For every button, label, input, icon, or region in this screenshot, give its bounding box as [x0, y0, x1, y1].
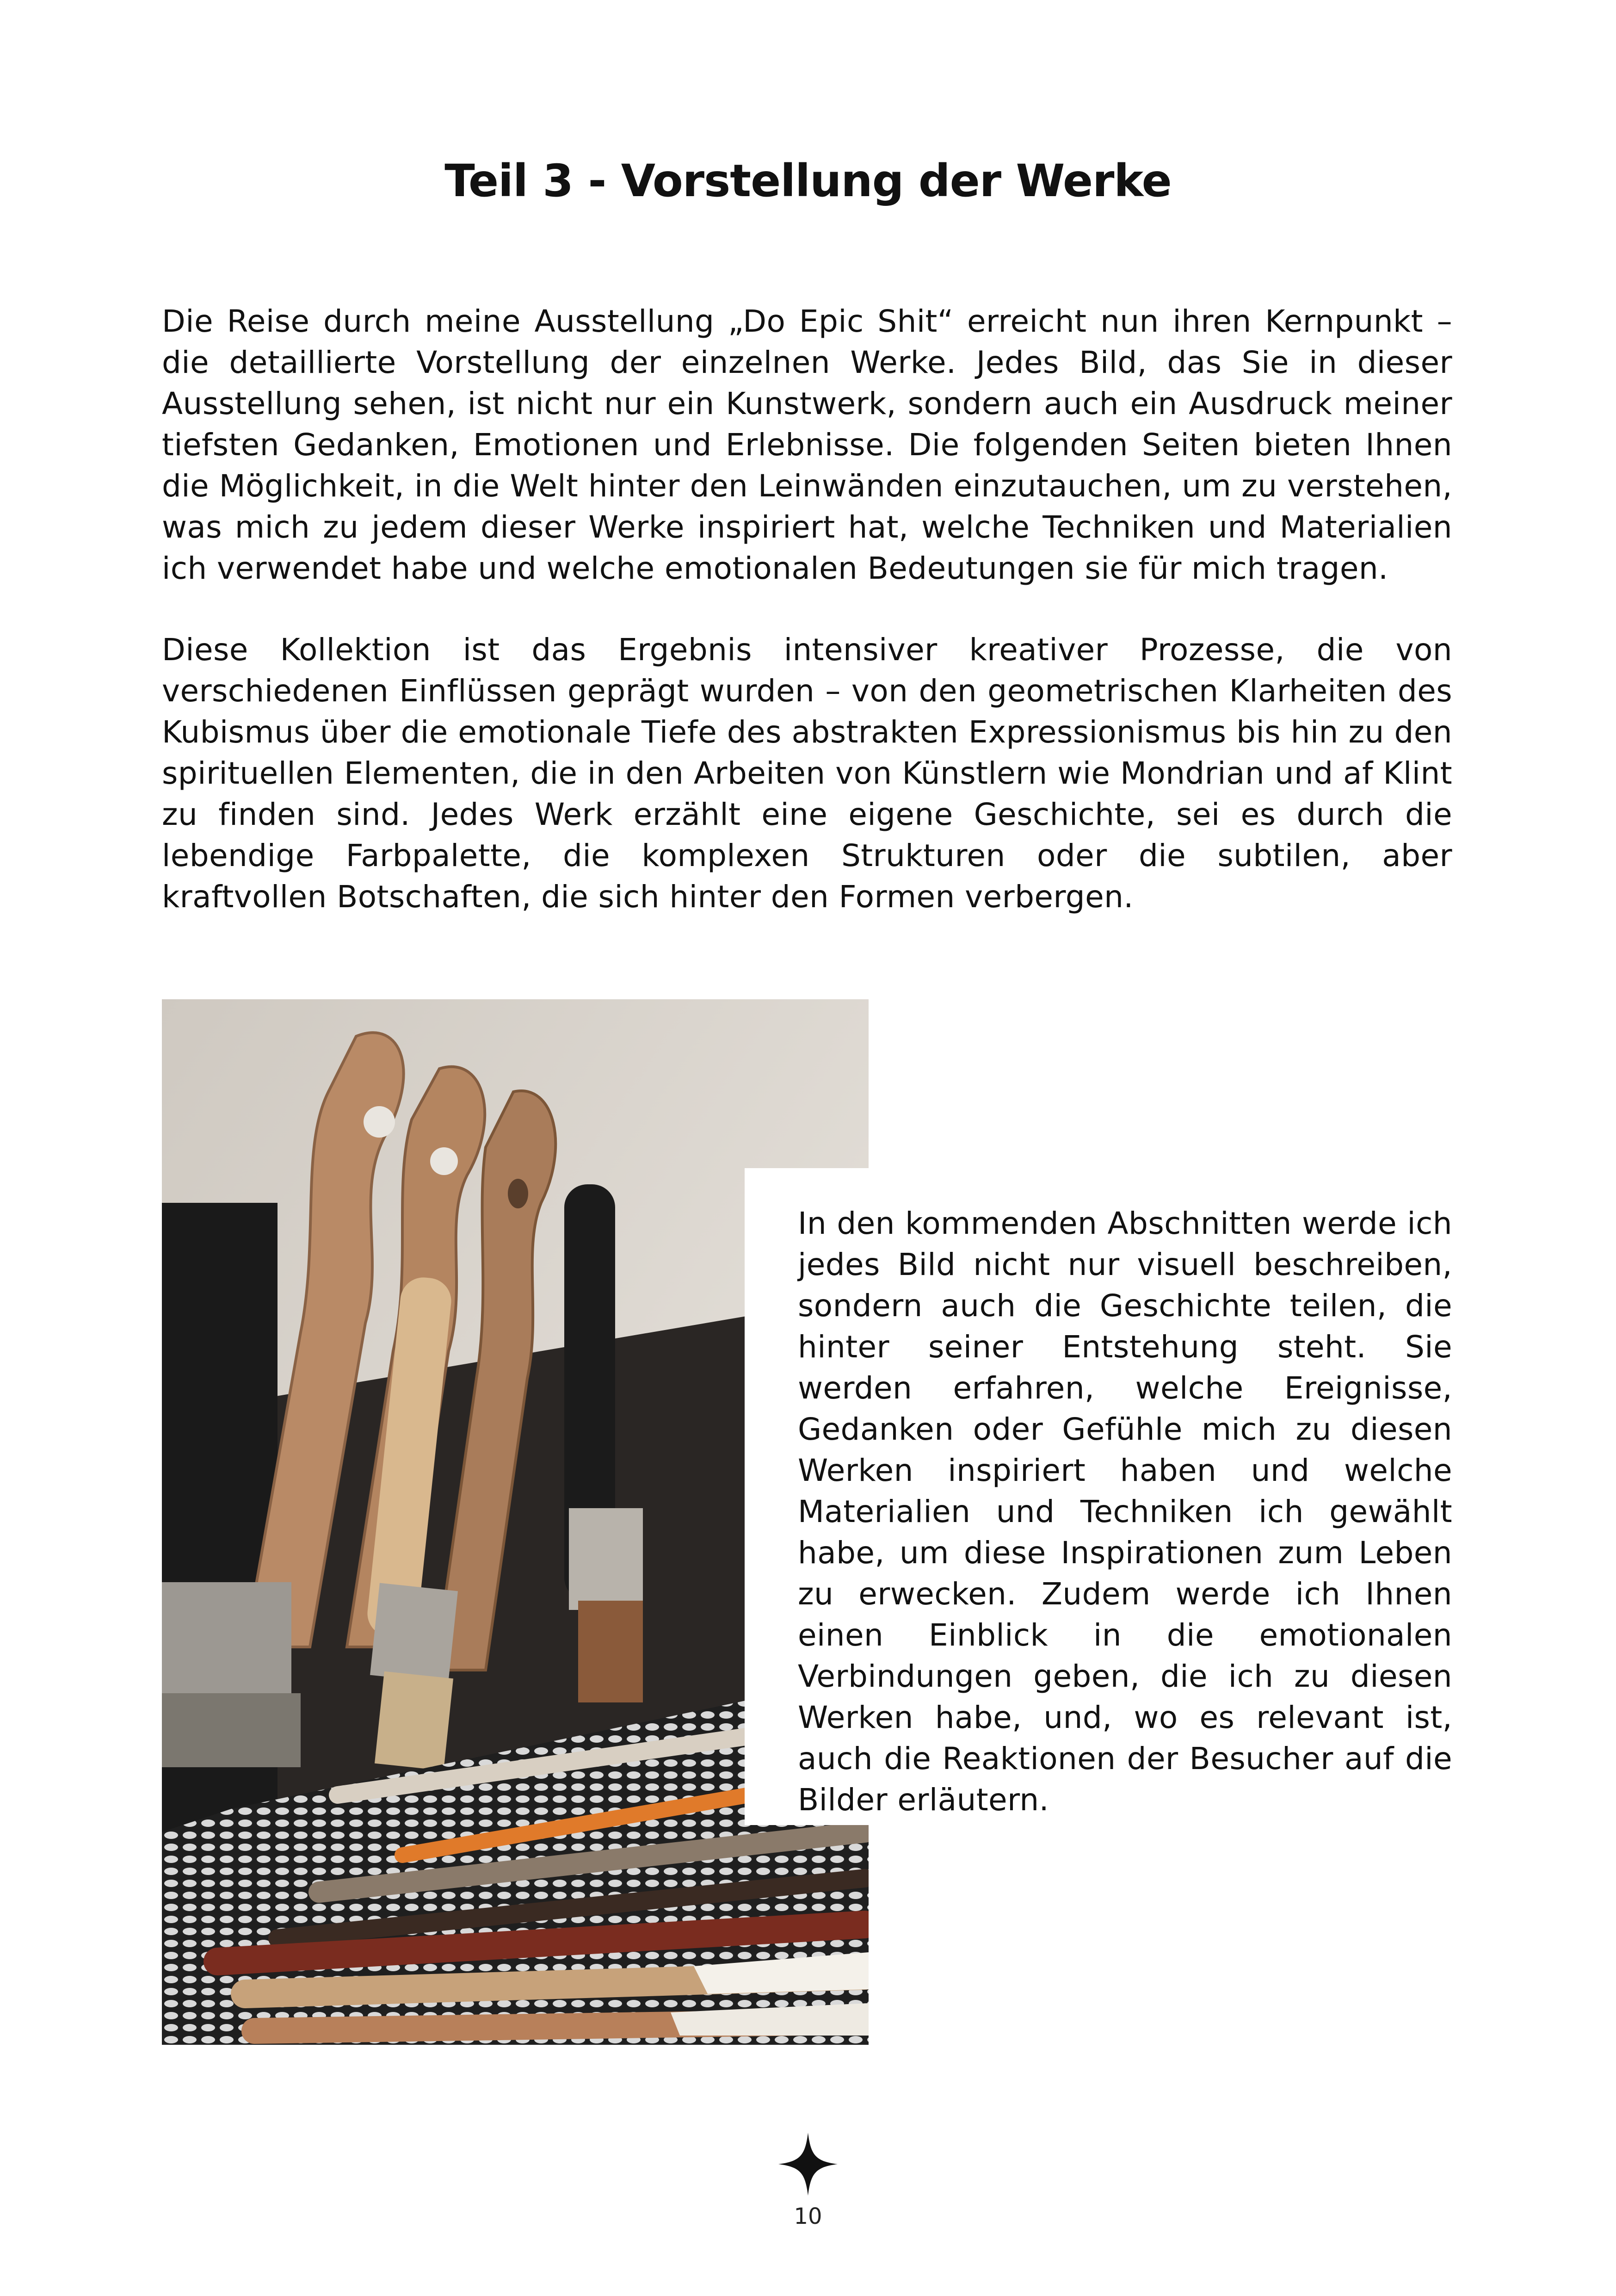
four-point-star-icon [778, 2133, 838, 2196]
page-title: Teil 3 - Vorstellung der Werke [444, 155, 1172, 207]
sidebar-paragraph: In den kommenden Abschnitten werde ich jedes Bild nicht nur visuell beschreiben, sondern auch die Geschichte teilen, die hinter seiner Entstehung steht. Sie werden erfahren, welche Ereignisse, Gedanken oder Gefühle mich zu diesen Werken inspiriert haben und welche Materialien und Techniken ich gewählt habe, um diese Inspirationen zum Leben zu erwecken. Zudem werde ich Ihnen einen Einblick in die emotionalen Verbindungen geben, die ich zu diesen Werken habe, und, wo es relevant ist, auch die Reaktionen der Besucher auf die Bilder erläutern. [798, 1206, 1452, 1818]
collection-paragraph: Diese Kollektion ist das Ergebnis intensiver kreativer Prozesse, die von verschiedenen Einflüssen geprägt wurden – von den geometrischen Klarheiten des Kubismus über die emotionale Tiefe des abstrakten Expressionismus bis hin zu den spirituellen Elementen, die in den Arbeiten von Künstlern wie Mondrian und af Klint zu finden sind. Jedes Werk erzählt eine eigene Geschichte, sei es durch die lebendige Farbpalette, die komplexen Strukturen oder die subtilen, aber kraftvollen Botschaften, die sich hinter den Formen verbergen. [162, 632, 1452, 915]
page-number: 10 [794, 2203, 822, 2229]
intro-paragraph: Die Reise durch meine Ausstellung „Do Epic Shit“ erreicht nun ihren Kernpunkt – die detaillierte Vorstellung der einzelnen Werke. Jedes Bild, das Sie in dieser Ausstellung sehen, ist nicht nur ein Kunstwerk, sondern auch ein Ausdruck meiner tiefsten Gedanken, Emotionen und Erlebnisse. Die folgenden Seiten bieten Ihnen die Möglichkeit, in die Welt hinter den Leinwänden einzutauchen, um zu verstehen, was mich zu jedem dieser Werke inspiriert hat, welche Techniken und Materialien ich verwendet habe und welche emotionalen Bedeutungen sie für mich tragen. [162, 303, 1452, 586]
